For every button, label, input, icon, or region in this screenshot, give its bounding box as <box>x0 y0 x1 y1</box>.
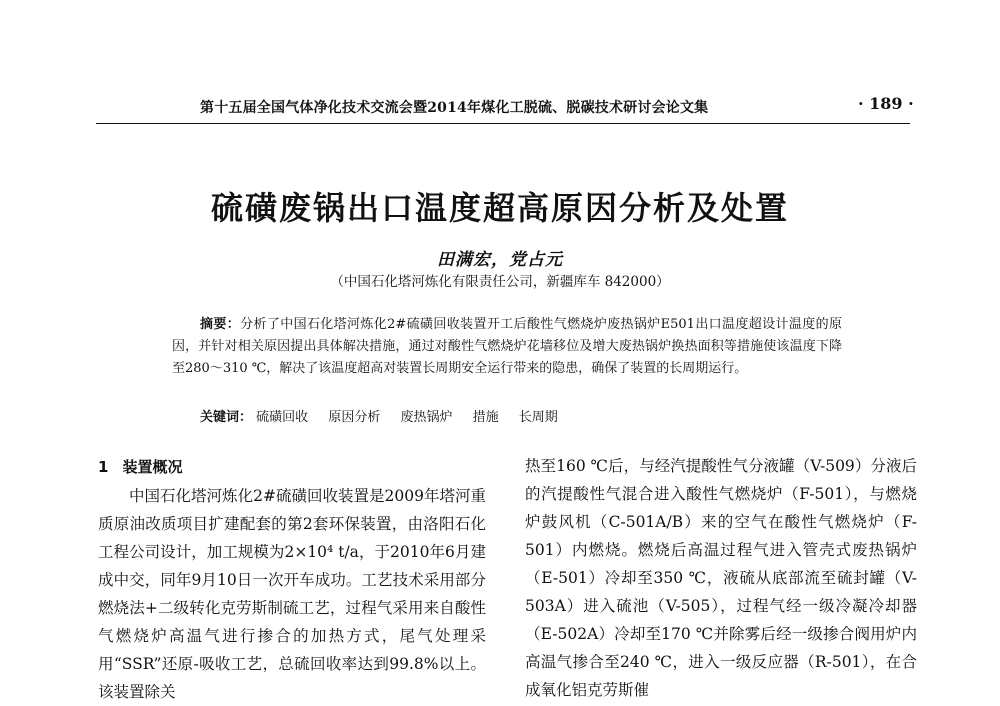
section-paragraph: 中国石化塔河炼化2#硫磺回收装置是2009年塔河重质原油改质项目扩建配套的第2套环保装置，由洛阳石化工程公司设计，加工规模为2×10⁴ t/a，于2010年6月建成中交，同年9月10日一次开车成功。工艺技术采用部分燃烧法+二级转化克劳斯制硫工艺，过程气采用来自酸性气燃烧炉高温气进行掺合的加热方式，尾气处理采用“SSR”还原-吸收工艺，总硫回收率达到99.8%以上。该装置除关 <box>98 487 486 701</box>
keyword: 废热锅炉 <box>400 410 453 425</box>
page-number: · 189 · <box>858 94 914 113</box>
abstract-text: 分析了中国石化塔河炼化2#硫磺回收装置开工后酸性气燃烧炉废热锅炉E501出口温度超设计温度的原因，并针对相关原因提出具体解决措施，通过对酸性气燃烧炉花墙移位及增大废热锅炉换热面积等措施使该温度下降至280～310 ℃，解决了该温度超高对装置长周期安全运行带来的隐患，确保了装置的长周期运行。 <box>172 317 842 376</box>
abstract-label: 摘要： <box>200 317 241 332</box>
keyword: 长周期 <box>518 410 558 425</box>
keywords <box>200 407 840 429</box>
left-column <box>98 452 486 706</box>
section-number: 1 <box>98 458 109 476</box>
right-column <box>525 452 917 704</box>
section-title: 装置概况 <box>122 458 183 476</box>
article-affiliation: （中国石化塔河炼化有限责任公司，新疆库车 842000） <box>330 274 670 290</box>
keywords-label: 关键词： <box>200 410 253 425</box>
section-heading <box>98 452 486 482</box>
header-rule <box>96 123 910 124</box>
keyword: 措施 <box>472 410 499 425</box>
keyword: 硫磺回收 <box>256 410 309 425</box>
keyword: 原因分析 <box>328 410 381 425</box>
right-column-paragraph: 热至160 ℃后，与经汽提酸性气分液罐（V-509）分液后的汽提酸性气混合进入酸性气燃烧炉（F-501），与燃烧炉鼓风机（C-501A/B）来的空气在酸性气燃烧炉（F-501）内燃烧。燃烧后高温过程气进入管壳式废热锅炉（E-501）冷却至350 ℃，液硫从底部流至硫封罐（V-503A）进入硫池（V-505），过程气经一级冷凝冷却器（E-502A）冷却至170 ℃并除雾后经一级掺合阀用炉内高温气掺合至240 ℃，进入一级反应器（R-501），在合成氧化铝克劳斯催 <box>525 457 917 699</box>
article-title: 硫磺废锅出口温度超高原因分析及处置 <box>210 189 789 227</box>
running-header-title: 第十五届全国气体净化技术交流会暨2014年煤化工脱硫、脱碳技术研讨会论文集 <box>200 100 709 116</box>
article-authors: 田满宏，党占元 <box>437 250 563 270</box>
abstract <box>172 314 842 380</box>
